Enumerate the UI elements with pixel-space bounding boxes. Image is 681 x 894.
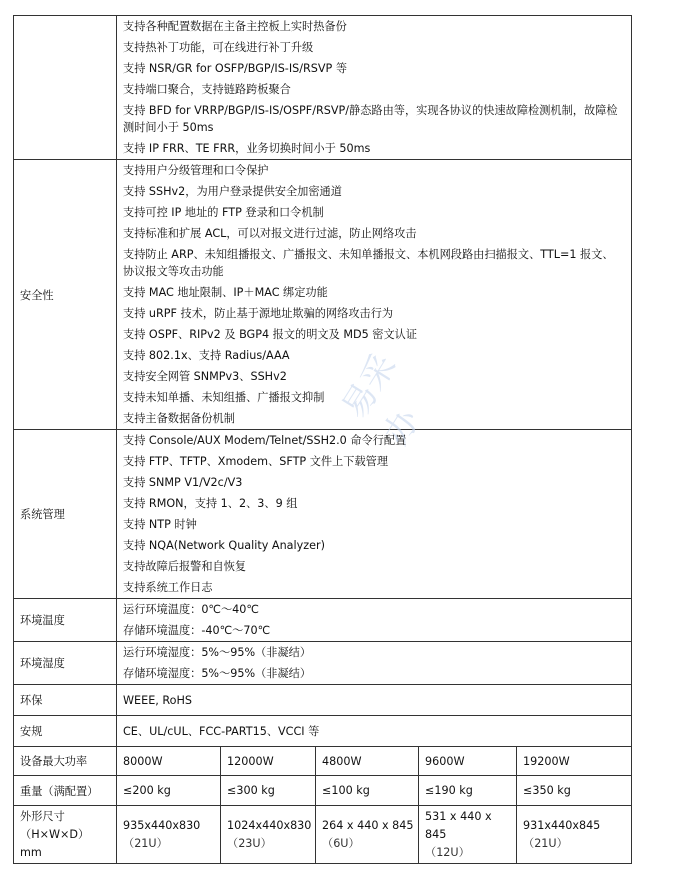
weight-value: ≤190 kg — [419, 776, 517, 806]
safety-value: CE、UL/cUL、FCC-PART15、VCCI 等 — [117, 716, 632, 747]
dimensions-unit: （21U） — [123, 836, 168, 850]
dimensions-unit: （12U） — [425, 845, 470, 859]
dimensions-value — [316, 806, 419, 864]
reliability-item: 支持端口聚合，支持链路跨板聚合 — [123, 83, 291, 96]
safety-row — [14, 716, 632, 747]
dimensions-label-line: 外形尺寸 — [20, 809, 65, 823]
security-item: 支持 802.1x、支持 Radius/AAA — [123, 349, 290, 362]
weight-row — [14, 776, 632, 806]
weight-value: ≤350 kg — [517, 776, 632, 806]
dimensions-size: 1024x440x830 — [227, 818, 312, 832]
reliability-label-cell — [14, 16, 117, 160]
weight-value: ≤100 kg — [316, 776, 419, 806]
dimensions-size: 531 x 440 x 845 — [425, 809, 492, 841]
management-item: 支持 RMON，支持 1、2、3、9 组 — [123, 497, 298, 510]
power-value: 8000W — [117, 747, 221, 776]
management-item: 支持故障后报警和自恢复 — [123, 560, 247, 573]
humidity-cell — [117, 642, 632, 685]
temperature-storage: 存储环境温度：-40℃～70℃ — [123, 624, 271, 637]
temperature-cell — [117, 599, 632, 642]
management-item: 支持 NTP 时钟 — [123, 518, 197, 531]
management-row — [14, 430, 632, 599]
dimensions-size: 931x440x845 — [523, 818, 601, 832]
reliability-item: 支持热补丁功能，可在线进行补丁升级 — [123, 41, 314, 54]
reliability-item: 支持 NSR/GR for OSFP/BGP/IS-IS/RSVP 等 — [123, 62, 348, 75]
watermark: 易采办 — [334, 347, 428, 453]
humidity-storage: 存储环境湿度：5%～95%（非凝结） — [123, 667, 312, 680]
reliability-cell — [117, 16, 632, 160]
security-item: 支持防止 ARP、未知组播报文、广播报文、未知单播报文、本机网段路由扫描报文、TTL=1 报文、协议报文等攻击功能 — [123, 248, 614, 278]
reliability-row — [14, 16, 632, 160]
power-label: 设备最大功率 — [14, 747, 117, 776]
dimensions-row — [14, 806, 632, 864]
security-item: 支持主备数据备份机制 — [123, 412, 235, 425]
spec-table — [13, 15, 632, 864]
reliability-item: 支持 BFD for VRRP/BGP/IS-IS/OSPF/RSVP/静态路由等，实现各协议的快速故障检测机制，故障检测时间小于 50ms — [123, 104, 618, 134]
dimensions-unit: （23U） — [227, 836, 272, 850]
reliability-item: 支持各种配置数据在主备主控板上实时热备份 — [123, 20, 347, 33]
power-value: 12000W — [221, 747, 316, 776]
management-item: 支持 SNMP V1/V2c/V3 — [123, 476, 243, 489]
management-label: 系统管理 — [14, 430, 117, 599]
dimensions-size: 264 x 440 x 845 — [322, 818, 414, 832]
temperature-operating: 运行环境温度：0℃～40℃ — [123, 603, 259, 616]
security-item: 支持 OSPF、RIPv2 及 BGP4 报文的明文及 MD5 密文认证 — [123, 328, 418, 341]
security-item: 支持 SSHv2，为用户登录提供安全加密通道 — [123, 185, 342, 198]
security-item: 支持 MAC 地址限制、IP＋MAC 绑定功能 — [123, 286, 328, 299]
security-item: 支持 uRPF 技术，防止基于源地址欺骗的网络攻击行为 — [123, 307, 394, 320]
safety-label: 安规 — [14, 716, 117, 747]
environment-label: 环保 — [14, 685, 117, 716]
environment-value: WEEE, RoHS — [117, 685, 632, 716]
reliability-item: 支持 IP FRR、TE FRR，业务切换时间小于 50ms — [123, 142, 371, 155]
management-item: 支持 Console/AUX Modem/Telnet/SSH2.0 命令行配置 — [123, 434, 407, 447]
temperature-label: 环境温度 — [14, 599, 117, 642]
management-item: 支持 FTP、TFTP、Xmodem、SFTP 文件上下载管理 — [123, 455, 389, 468]
dimensions-value — [517, 806, 632, 864]
dimensions-size: 935x440x830 — [123, 818, 201, 832]
dimensions-label-line: （H×W×D） — [20, 827, 90, 841]
humidity-label: 环境湿度 — [14, 642, 117, 685]
security-item: 支持用户分级管理和口令保护 — [123, 164, 269, 177]
security-item: 支持未知单播、未知组播、广播报文抑制 — [123, 391, 325, 404]
dimensions-label-line: mm — [20, 845, 42, 859]
dimensions-unit: （21U） — [523, 836, 568, 850]
security-item: 支持安全网管 SNMPv3、SSHv2 — [123, 370, 287, 383]
weight-value: ≤200 kg — [117, 776, 221, 806]
dimensions-value — [117, 806, 221, 864]
environment-row — [14, 685, 632, 716]
security-item: 支持标准和扩展 ACL，可以对报文进行过滤，防止网络攻击 — [123, 227, 417, 240]
dimensions-label — [14, 806, 117, 864]
power-value: 9600W — [419, 747, 517, 776]
humidity-row — [14, 642, 632, 685]
security-row — [14, 160, 632, 430]
management-item: 支持 NQA(Network Quality Analyzer) — [123, 539, 325, 552]
dimensions-value — [221, 806, 316, 864]
humidity-operating: 运行环境湿度：5%～95%（非凝结） — [123, 646, 312, 659]
management-cell — [117, 430, 632, 599]
weight-label: 重量（满配置） — [14, 776, 117, 806]
power-row — [14, 747, 632, 776]
dimensions-unit: （6U） — [322, 836, 360, 850]
weight-value: ≤300 kg — [221, 776, 316, 806]
security-label: 安全性 — [14, 160, 117, 430]
security-cell — [117, 160, 632, 430]
power-value: 19200W — [517, 747, 632, 776]
dimensions-value — [419, 806, 517, 864]
temperature-row — [14, 599, 632, 642]
power-value: 4800W — [316, 747, 419, 776]
security-item: 支持可控 IP 地址的 FTP 登录和口令机制 — [123, 206, 324, 219]
management-item: 支持系统工作日志 — [123, 581, 213, 594]
